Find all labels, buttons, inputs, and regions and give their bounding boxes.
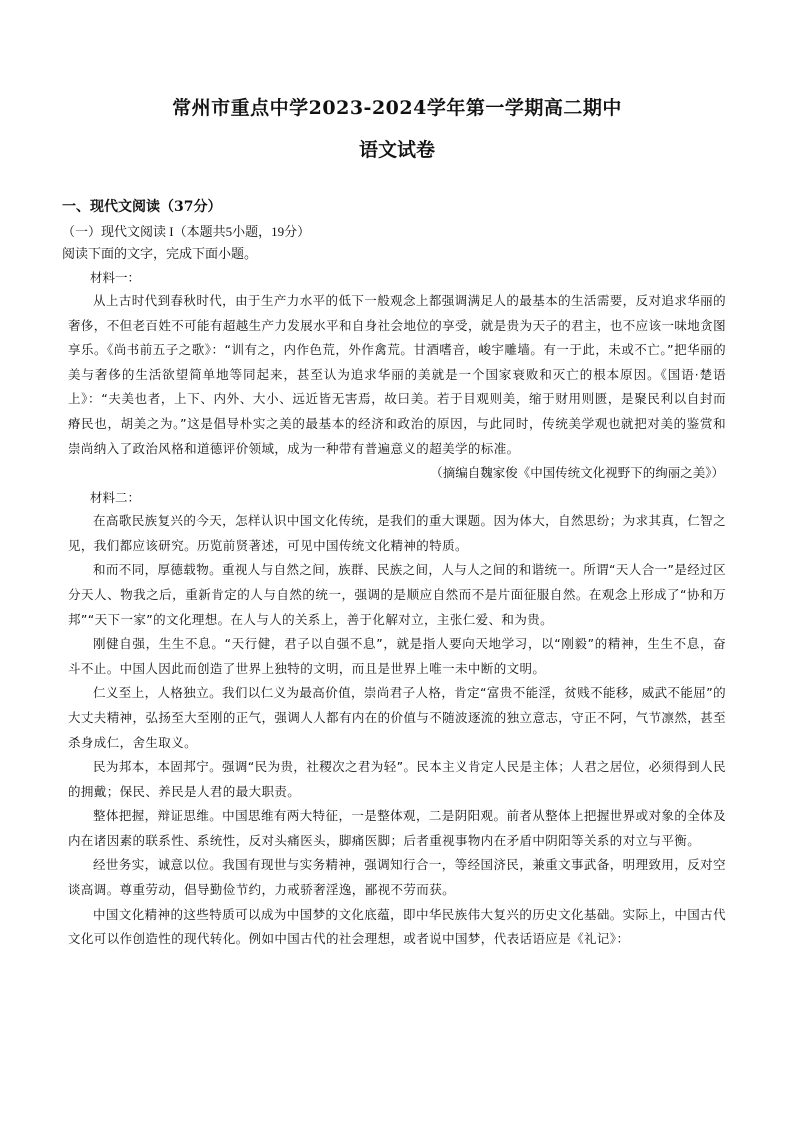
- exam-title: 常州市重点中学2023-2024学年第一学期高二期中: [172, 97, 622, 119]
- material-two-label: 材料二：: [90, 490, 141, 506]
- material-two-paragraph: 仁义至上，人格独立。我们以仁义为最高价值，崇尚君子人格，肯定“富贵不能淫，贫贱不能移，威武不能屈”的大丈夫精神，弘扬至大至刚的正气，强调人人都有内在的价值与不随波逐流的独立意志，守正不阿，气节凛然，甚至杀身成仁，舍生取义。: [68, 685, 726, 750]
- material-one-source: （摘编自魏家俊《中国传统文化视野下的绚丽之美》）: [430, 465, 724, 481]
- material-two-paragraph: 整体把握，辩证思维。中国思维有两大特征，一是整体观，二是阴阳观。前者从整体上把握世界或对象的全体及内在诸因素的联系性、系统性，反对头痛医头，脚痛医脚；后者重视事物内在矛盾中阴阳等关系的对立与平衡。: [68, 808, 726, 848]
- material-two-paragraph: 在高歌民族复兴的今天，怎样认识中国文化传统，是我们的重大课题。因为体大，自然思纷；为求其真，仁智之见，我们都应该研究。历览前贤著述，可见中国传统文化精神的特质。: [68, 513, 726, 553]
- subsection-heading: （一）现代文阅读 I（本题共5小题，19分）: [62, 224, 311, 239]
- material-two-paragraph: 刚健自强，生生不息。“天行健，君子以自强不息”，就是指人要向天地学习，以“刚毅”的精神，生生不息，奋斗不止。中国人因此而创造了世界上独特的文明，而且是世界上唯一未中断的文明。: [68, 636, 726, 676]
- reading-instruction: 阅读下面的文字，完成下面小题。: [62, 246, 258, 261]
- exam-subtitle: 语文试卷: [358, 139, 435, 161]
- material-two-paragraph: 经世务实，诚意以位。我国有现世与实务精神，强调知行合一，等经国济民，兼重文事武备，明理致用，反对空谈高调。尊重劳动，倡导勤俭节约，力戒骄奢淫逸，鄙视不劳而获。: [68, 857, 726, 898]
- material-two-paragraph: 民为邦本，本固邦宁。强调“民为贵，社稷次之君为轻”。民本主义肯定人民是主体；人君之居位，必须得到人民的拥戴；保民、养民是人君的最大职责。: [68, 759, 726, 799]
- material-one-paragraph: 从上古时代到春秋时代，由于生产力水平的低下一般观念上都强调满足人的最基本的生活需要，反对追求华丽的奢侈，不但老百姓不可能有超越生产力发展水平和自身社会地位的享受，就是贵为天子的君主，也不应该一味地贪图享乐。《尚书前五子之歌》：“训有之，内作色荒，外作禽荒。甘酒嗜音，峻宇雕墙。有一于此，未或不亡。”把华丽的美与奢侈的生活欲望简单地等同起来，甚至认为追求华丽的美就是一个国家衰败和灭亡的根本原因。《国语·楚语上》：“夫美也者，上下、内外、大小、远近皆无害焉，故曰美。若于目观则美，缩于财用则匮，是聚民利以自封而瘠民也，胡美之为。”这是倡导朴实之美的最基本的经济和政治的原因，与此同时，传统美学观也就把对美的鉴赏和崇尚纳入了政治风格和道德评价领域，成为一种带有普遍意义的超美学的标准。: [68, 293, 726, 456]
- material-two-paragraph: 和而不同，厚德载物。重视人与自然之间，族群、民族之间，人与人之间的和谐统一。所谓“天人合一”是经过区分天人、物我之后，重新肯定的人与自然的统一，强调的是顺应自然而不是片面征服自然。在观念上形成了“协和万邦”“天下一家”的文化理想。在人与人的关系上，善于化解对立，主张仁爱、和为贵。: [68, 562, 726, 627]
- section-heading: 一、现代文阅读（37分）: [62, 199, 222, 215]
- material-one-label: 材料一：: [90, 270, 141, 285]
- material-two-paragraph: 中国文化精神的这些特质可以成为中国梦的文化底蕴，即中华民族伟大复兴的历史文化基础。实际上，中国古代文化可以作创造性的现代转化。例如中国古代的社会理想，或者说中国梦，代表话语应是《礼记》：: [68, 906, 726, 947]
